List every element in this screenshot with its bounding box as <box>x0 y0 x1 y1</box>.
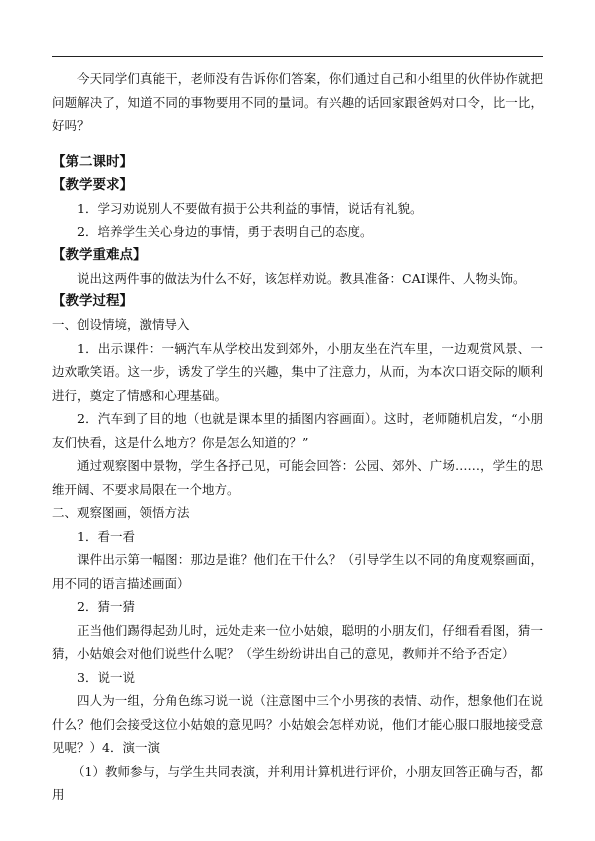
subsection-title: 2．猜一猜 <box>77 599 135 614</box>
key-points-heading: 【教学重难点】 <box>52 246 147 263</box>
section-1-paragraph: 1．出示课件：一辆汽车从学校出发到郊外，小朋友坐在汽车里，一边观赏风景、一边欢歌笑语。这一步，诱发了学生的兴趣，集中了注意力，从而，为本次口语交际的顺利进行，奠定了情感和心理基础。 <box>52 340 543 403</box>
intro-paragraph: 今天同学们真能干，老师没有告诉你们答案，你们通过自己和小组里的伙伴协作就把问题解决了，知道不同的事物要用不同的量词。有兴趣的话回家跟爸妈对口令，比一比，好吗？ <box>52 71 543 133</box>
header-rule <box>52 56 543 57</box>
section-1-paragraph: 通过观察图中景物，学生各抒己见，可能会回答：公园、郊外、广场……，学生的思维开阔、不要求局限在一个地方。 <box>52 458 543 497</box>
subsection-title: 1．看一看 <box>77 528 135 544</box>
subsection-text: 正当他们踢得起劲儿时，远处走来一位小姑娘，聪明的小朋友们，仔细看看图，猜一猜，小姑娘会对他们说些什么呢？（学生纷纷讲出自己的意见，教师并不给予否定） <box>52 622 543 661</box>
subsection-text: （1）教师参与，与学生共同表演，并利用计算机进行评价，小朋友回答正确与否，都用 <box>52 763 543 802</box>
requirement-item: 1．学习劝说别人不要做有损于公共利益的事情，说话有礼貌。 <box>77 200 423 216</box>
lesson-title: 【第二课时】 <box>52 153 133 170</box>
section-1-title: 一、创设情境，激情导入 <box>52 317 190 332</box>
subsection-text: 四人为一组，分角色练习说一说（注意图中三个小男孩的表情、动作，想象他们在说什么？他们会接受这位小姑娘的意见吗？小姑娘会怎样劝说，他们才能心服口服地接受意见呢？）4．演一演 <box>52 693 543 755</box>
subsection-text: 课件出示第一幅图：那边是谁？他们在干什么？（引导学生以不同的角度观察画面，用不同的语言描述画面） <box>52 552 543 591</box>
process-heading: 【教学过程】 <box>52 293 133 309</box>
key-points-text: 说出这两件事的做法为什么不好，该怎样劝说。教具准备：CAI课件、人物头饰。 <box>77 270 526 286</box>
document-body <box>52 67 543 807</box>
subsection-title: 3．说一说 <box>77 669 135 685</box>
section-1-paragraph: 2．汽车到了目的地（也就是课本里的插图内容画面）。这时，老师随机启发，“小朋友们快看，这是什么地方？你是怎么知道的？” <box>52 411 543 450</box>
requirement-item: 2．培养学生关心身边的事情，勇于表明自己的态度。 <box>77 224 373 239</box>
requirements-heading: 【教学要求】 <box>52 176 133 193</box>
section-2-title: 二、观察图画，领悟方法 <box>52 505 190 520</box>
